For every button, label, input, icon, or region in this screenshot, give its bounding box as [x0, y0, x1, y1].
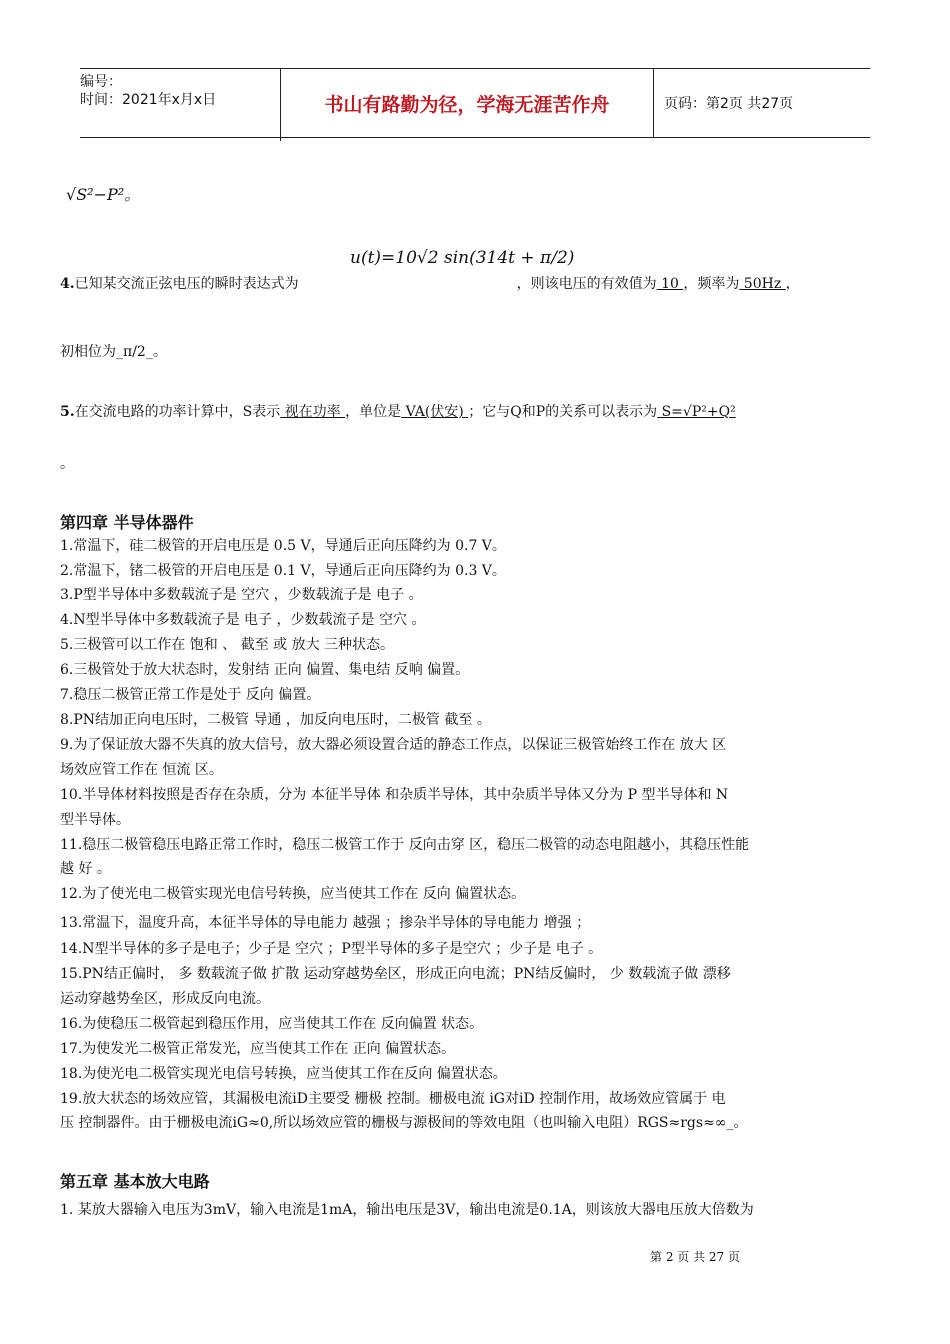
q5-line: 5.在交流电路的功率计算中，S表示 视在功率 ，单位是 VA(伏安) ；它与Q和P的关系可以表示为 S=√P²+Q² — [60, 404, 736, 420]
time-label: 时间：2021年x月x日 — [80, 92, 217, 108]
ch4-line: 型半导体。 — [60, 812, 130, 828]
ch4-line: 6.三极管处于放大状态时，发射结 正向 偏置、集电结 反响 偏置。 — [60, 662, 470, 678]
ch4-line: 17.为使发光二极管正常发光，应当使其工作在 正向 偏置状态。 — [60, 1041, 456, 1057]
ch4-line: 7.稳压二极管正常工作是处于 反向 偏置。 — [60, 687, 321, 703]
ch4-line: 9.为了保证放大器不失真的放大信号，放大器必须设置合适的静态工作点，以保证三极管始终工作在 放大 区 — [60, 737, 727, 753]
ch4-line: 12.为了使光电二极管实现光电信号转换，应当使其工作在 反向 偏置状态。 — [60, 886, 526, 902]
ch4-line: 15.PN结正偏时， 多 数载流子做 扩散 运动穿越势垒区，形成正向电流；PN结反偏时， 少 数载流子做 漂移 — [60, 966, 731, 982]
chapter4-title: 第四章 半导体器件 — [60, 513, 194, 532]
ch4-line: 5.三极管可以工作在 饱和 、 截至 或 放大 三种状态。 — [60, 637, 395, 653]
ch4-line: 8.PN结加正向电压时，二极管 导通 ，加反向电压时，二极管 截至 。 — [60, 712, 491, 728]
ch4-line: 14.N型半导体的多子是电子；少子是 空穴 ；P型半导体的多子是空穴 ；少子是 电子 。 — [60, 941, 603, 957]
ch4-line: 19.放大状态的场效应管，其漏极电流iD主要受 栅极 控制。栅极电流 iG对iD 控制作用，故场效应管属于 电 — [60, 1091, 726, 1107]
ch4-line: 1.常温下，硅二极管的开启电压是 0.5 V，导通后正向压降约为 0.7 V。 — [60, 538, 506, 554]
q4-formula: u(t)=10√2 sin(314t + π/2) — [350, 248, 575, 268]
ch4-line: 18.为使光电二极管实现光电信号转换，应当使其工作在反向 偏置状态。 — [60, 1066, 507, 1082]
ch4-line: 场效应管工作在 恒流 区。 — [60, 762, 223, 778]
q4-line1: 4.已知某交流正弦电压的瞬时表达式为 ，则该电压的有效值为 10 ，频率为 50Hz ， — [60, 276, 800, 292]
number-label: 编号： — [80, 74, 122, 90]
ch4-line: 4.N型半导体中多数载流子是 电子 ，少数载流子是 空穴 。 — [60, 612, 426, 628]
page-footer: 第 2 页 共 27 页 — [650, 1250, 740, 1264]
ch4-line: 13.常温下，温度升高，本征半导体的导电能力 越强 ；掺杂半导体的导电能力 增强 ； — [60, 915, 591, 931]
ch4-line: 10.半导体材料按照是否存在杂质，分为 本征半导体 和杂质半导体，其中杂质半导体又分为 P 型半导体和 N — [60, 787, 729, 803]
q5-end: 。 — [60, 456, 74, 472]
ch4-line: 运动穿越势垒区，形成反向电流。 — [60, 991, 270, 1007]
ch4-line: 压 控制器件。由于栅极电流iG≈0,所以场效应管的栅极与源极间的等效电阻（也叫输入电阻）RGS≈rgs≈∞_。 — [60, 1115, 748, 1131]
q4-line2: 初相位为_π/2_。 — [60, 344, 167, 360]
ch4-line: 2.常温下，锗二极管的开启电压是 0.1 V，导通后正向压降约为 0.3 V。 — [60, 563, 506, 579]
header-meta — [80, 69, 281, 141]
header-page-info: 页码：第2页 共27页 — [664, 96, 794, 112]
chapter5-title: 第五章 基本放大电路 — [60, 1172, 210, 1191]
ch4-line: 越 好 。 — [60, 861, 111, 877]
header-motto: 书山有路勤为径，学海无涯苦作舟 — [281, 69, 654, 137]
ch4-line: 3.P型半导体中多数载流子是 空穴 ，少数载流子是 电子 。 — [60, 587, 423, 603]
ch4-line: 16.为使稳压二极管起到稳压作用，应当使其工作在 反向偏置 状态。 — [60, 1016, 484, 1032]
page-header — [80, 68, 870, 138]
ch4-line: 11.稳压二极管稳压电路正常工作时，稳压二极管工作于 反向击穿 区，稳压二极管的动态电阻越小，其稳压性能 — [60, 837, 750, 853]
top-formula: √S²−P²。 — [66, 185, 141, 204]
ch5-line: 1. 某放大器输入电压为3mV，输入电流是1mA，输出电压是3V，输出电流是0.1A，则该放大器电压放大倍数为 — [60, 1202, 754, 1218]
